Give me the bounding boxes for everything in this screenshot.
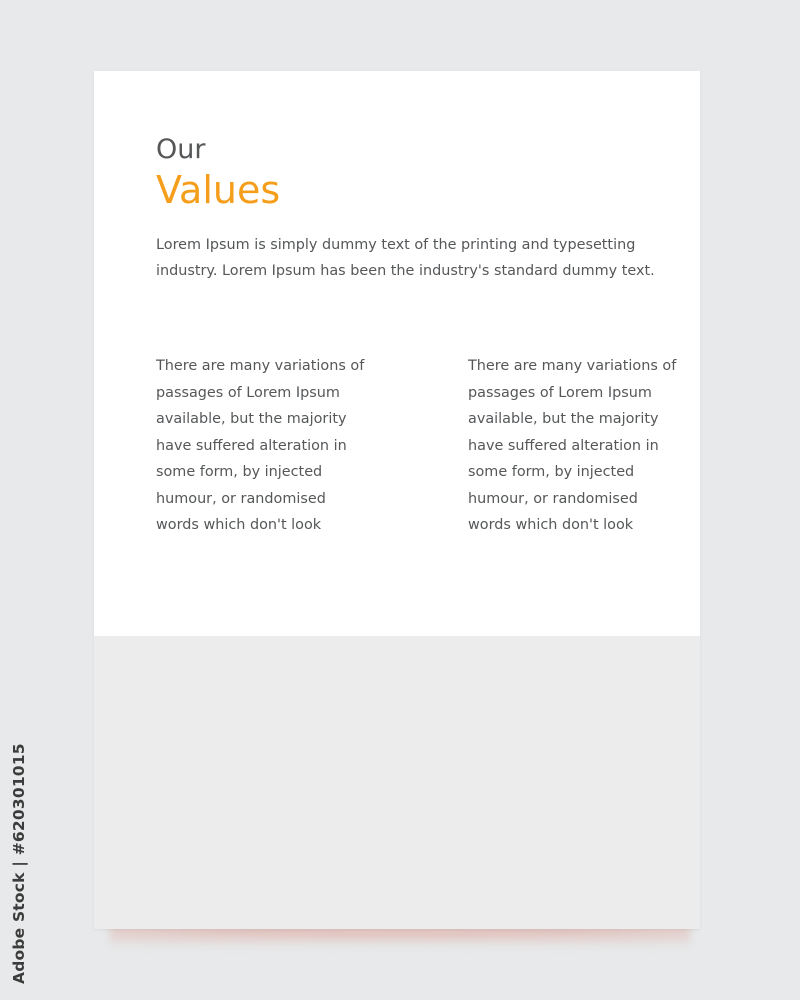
intro-line: industry. Lorem Ipsum has been the industry's standard dummy text.	[156, 263, 655, 279]
column-line: humour, or randomised	[156, 490, 326, 507]
column-line: words which don't look	[468, 517, 634, 533]
stock-watermark-id: Adobe Stock | #620301015	[10, 743, 28, 984]
column-line: some form, by injected	[468, 464, 635, 480]
column-line: have suffered alteration in	[156, 437, 347, 454]
page-lower-panel	[94, 636, 700, 929]
column-line: words which don't look	[156, 517, 322, 533]
column-line: some form, by injected	[156, 464, 323, 480]
column-line: humour, or randomised	[468, 490, 638, 507]
column-line: There are many variations of	[156, 358, 365, 374]
column-line: have suffered alteration in	[468, 437, 659, 454]
column-line: There are many variations of	[468, 358, 677, 374]
column-line: available, but the majority	[468, 411, 659, 427]
column-line: available, but the majority	[156, 411, 347, 427]
intro-line: Lorem Ipsum is simply dummy text of the printing and typesetting	[156, 237, 636, 253]
document-page	[94, 71, 700, 929]
left-column-text	[156, 353, 396, 539]
heading-our: Our	[156, 134, 206, 165]
right-column-text	[468, 353, 708, 539]
column-line: passages of Lorem Ipsum	[156, 384, 340, 401]
intro-paragraph	[156, 232, 700, 284]
heading-values: Values	[156, 168, 281, 212]
column-line: passages of Lorem Ipsum	[468, 384, 652, 401]
